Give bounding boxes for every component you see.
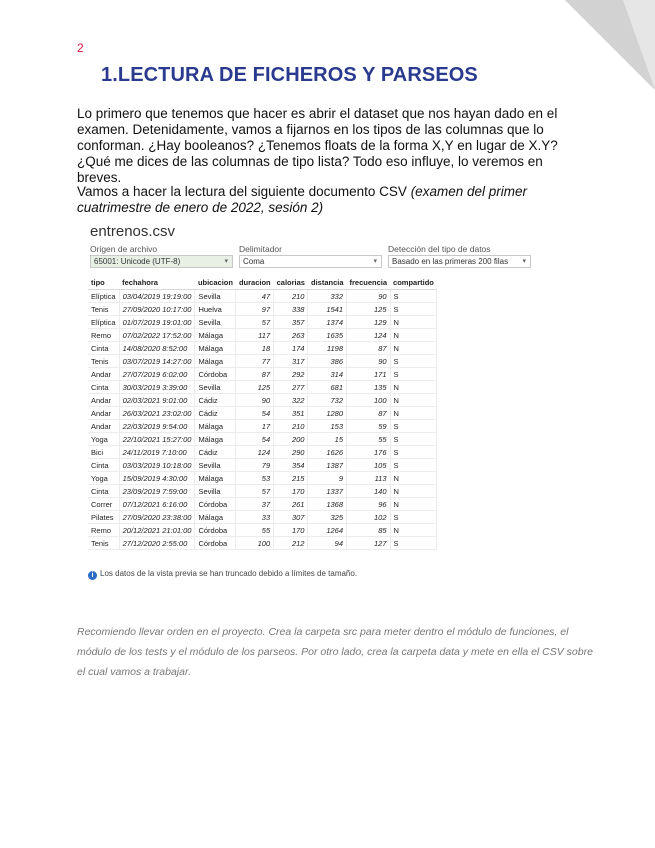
table-cell: N	[390, 485, 437, 498]
origin-select[interactable]	[90, 255, 233, 268]
table-cell: 57	[236, 316, 274, 329]
delimiter-select[interactable]	[239, 255, 382, 268]
table-cell: 1635	[308, 329, 347, 342]
table-row	[88, 394, 437, 407]
table-cell: 9	[308, 472, 347, 485]
table-cell: 15/09/2019 4:30:00	[119, 472, 195, 485]
table-cell: 15	[308, 433, 347, 446]
table-cell: Huelva	[195, 303, 236, 316]
table-cell: 100	[347, 394, 391, 407]
origin-value: 65001: Unicode (UTF-8)	[94, 257, 181, 266]
table-cell: 332	[308, 290, 347, 303]
section-heading: 1.LECTURA DE FICHEROS Y PARSEOS	[101, 64, 478, 86]
table-cell: 30/03/2019 3:39:00	[119, 381, 195, 394]
table-cell: 317	[274, 355, 308, 368]
table-cell: S	[390, 459, 437, 472]
table-header-row	[88, 275, 437, 290]
table-cell: 357	[274, 316, 308, 329]
preview-table	[88, 275, 437, 550]
table-cell: N	[390, 498, 437, 511]
table-cell: 176	[347, 446, 391, 459]
table-cell: Elíptica	[88, 316, 119, 329]
table-cell: 01/07/2019 19:01:00	[119, 316, 195, 329]
table-row	[88, 485, 437, 498]
table-cell: 1387	[308, 459, 347, 472]
table-cell: Cinta	[88, 342, 119, 355]
table-cell: 338	[274, 303, 308, 316]
table-cell: 27/07/2019 6:02:00	[119, 368, 195, 381]
table-cell: 263	[274, 329, 308, 342]
table-cell: 325	[308, 511, 347, 524]
table-cell: 127	[347, 537, 391, 550]
table-cell: 113	[347, 472, 391, 485]
table-cell: 1198	[308, 342, 347, 355]
table-cell: 85	[347, 524, 391, 537]
chevron-down-icon: ▾	[224, 258, 228, 265]
table-cell: Sevilla	[195, 459, 236, 472]
table-cell: Cádiz	[195, 394, 236, 407]
table-cell: 18	[236, 342, 274, 355]
table-cell: N	[390, 472, 437, 485]
table-cell: 54	[236, 407, 274, 420]
table-cell: 47	[236, 290, 274, 303]
table-cell: Cinta	[88, 459, 119, 472]
table-row	[88, 303, 437, 316]
table-cell: N	[390, 329, 437, 342]
table-cell: S	[390, 355, 437, 368]
table-cell: 53	[236, 472, 274, 485]
table-cell: Correr	[88, 498, 119, 511]
table-cell: 117	[236, 329, 274, 342]
table-row	[88, 290, 437, 303]
table-cell: 94	[308, 537, 347, 550]
table-cell: 290	[274, 446, 308, 459]
table-cell: Málaga	[195, 433, 236, 446]
table-cell: 354	[274, 459, 308, 472]
table-cell: 1374	[308, 316, 347, 329]
table-cell: Tenis	[88, 537, 119, 550]
table-cell: 322	[274, 394, 308, 407]
table-cell: 1626	[308, 446, 347, 459]
table-cell: 1541	[308, 303, 347, 316]
table-cell: 14/08/2020 8:52:00	[119, 342, 195, 355]
table-row	[88, 355, 437, 368]
detection-label: Detección del tipo de datos	[388, 244, 491, 254]
column-header: frecuencia	[347, 275, 391, 290]
table-cell: 07/12/2021 6:16:00	[119, 498, 195, 511]
table-cell: Córdoba	[195, 524, 236, 537]
table-cell: 27/09/2020 23:38:00	[119, 511, 195, 524]
table-cell: Sevilla	[195, 290, 236, 303]
table-cell: 07/02/2022 17:52:00	[119, 329, 195, 342]
table-cell: 77	[236, 355, 274, 368]
table-cell: Málaga	[195, 355, 236, 368]
table-cell: Tenis	[88, 355, 119, 368]
table-cell: 215	[274, 472, 308, 485]
table-row	[88, 446, 437, 459]
table-cell: Málaga	[195, 420, 236, 433]
table-cell: 33	[236, 511, 274, 524]
delimiter-value: Coma	[243, 257, 265, 266]
table-cell: 55	[347, 433, 391, 446]
file-name: entrenos.csv	[90, 223, 176, 240]
table-cell: 153	[308, 420, 347, 433]
table-cell: 96	[347, 498, 391, 511]
truncation-notice-text: Los datos de la vista previa se han truncado debido a límites de tamaño.	[100, 569, 358, 578]
table-cell: 90	[347, 290, 391, 303]
table-row	[88, 524, 437, 537]
table-cell: 200	[274, 433, 308, 446]
table-row	[88, 511, 437, 524]
table-cell: 261	[274, 498, 308, 511]
table-cell: 307	[274, 511, 308, 524]
table-cell: 87	[347, 342, 391, 355]
table-cell: S	[390, 368, 437, 381]
table-cell: 22/03/2019 9:54:00	[119, 420, 195, 433]
table-row	[88, 433, 437, 446]
table-cell: 125	[347, 303, 391, 316]
csv-import-preview	[80, 220, 540, 590]
table-row	[88, 329, 437, 342]
table-cell: 292	[274, 368, 308, 381]
table-row	[88, 472, 437, 485]
table-cell: 87	[347, 407, 391, 420]
table-cell: 170	[274, 485, 308, 498]
table-cell: 02/03/2021 9:01:00	[119, 394, 195, 407]
table-row	[88, 498, 437, 511]
truncation-notice	[88, 569, 357, 580]
table-cell: Andar	[88, 407, 119, 420]
column-header: tipo	[88, 275, 119, 290]
table-cell: 03/07/2019 14:27:00	[119, 355, 195, 368]
table-row	[88, 368, 437, 381]
table-cell: 1264	[308, 524, 347, 537]
column-header: compartido	[390, 275, 437, 290]
table-cell: 124	[347, 329, 391, 342]
table-cell: Sevilla	[195, 485, 236, 498]
table-cell: 124	[236, 446, 274, 459]
table-cell: 27/09/2020 10:17:00	[119, 303, 195, 316]
table-cell: 100	[236, 537, 274, 550]
csv-sentence	[77, 184, 577, 216]
table-cell: S	[390, 511, 437, 524]
table-cell: 212	[274, 537, 308, 550]
table-cell: S	[390, 537, 437, 550]
detection-select[interactable]	[388, 255, 531, 268]
table-cell: 210	[274, 290, 308, 303]
table-cell: Córdoba	[195, 537, 236, 550]
csv-sentence-text: Vamos a hacer la lectura del siguiente documento CSV	[77, 184, 411, 199]
table-cell: 174	[274, 342, 308, 355]
table-cell: Remo	[88, 329, 119, 342]
table-cell: Andar	[88, 420, 119, 433]
table-cell: 20/12/2021 21:01:00	[119, 524, 195, 537]
table-cell: 37	[236, 498, 274, 511]
table-cell: 1280	[308, 407, 347, 420]
table-cell: 24/11/2019 7:10:00	[119, 446, 195, 459]
table-cell: Sevilla	[195, 316, 236, 329]
page-corner-fold	[565, 0, 655, 90]
chevron-down-icon: ▾	[373, 258, 377, 265]
column-header: duracion	[236, 275, 274, 290]
origin-label: Origen de archivo	[90, 244, 158, 254]
table-cell: Elíptica	[88, 290, 119, 303]
table-cell: Málaga	[195, 329, 236, 342]
column-header: ubicacion	[195, 275, 236, 290]
table-cell: N	[390, 394, 437, 407]
column-header: fechahora	[119, 275, 195, 290]
table-cell: 55	[236, 524, 274, 537]
table-cell: 87	[236, 368, 274, 381]
detection-value: Basado en las primeras 200 filas	[392, 257, 509, 266]
table-cell: 681	[308, 381, 347, 394]
table-cell: 105	[347, 459, 391, 472]
intro-paragraph: Lo primero que tenemos que hacer es abrir el dataset que nos hayan dado en el examen. Detenidamente, vamos a fijarnos en los tipos de las columnas que lo conforman. ¿Hay booleanos? ¿Tenemos floats de la forma X,Y en lugar de X.Y? ¿Qué me dices de las columnas de tipo lista? Todo eso influye, lo veremos en breves.	[77, 106, 558, 185]
info-icon: i	[88, 571, 97, 580]
table-cell: Pilates	[88, 511, 119, 524]
table-cell: Yoga	[88, 433, 119, 446]
table-cell: 17	[236, 420, 274, 433]
delimiter-label: Delimitador	[239, 244, 282, 254]
table-cell: Andar	[88, 394, 119, 407]
table-cell: S	[390, 303, 437, 316]
table-cell: Cádiz	[195, 407, 236, 420]
table-cell: Córdoba	[195, 368, 236, 381]
table-cell: N	[390, 381, 437, 394]
table-cell: Sevilla	[195, 381, 236, 394]
table-row	[88, 459, 437, 472]
closing-note: Recomiendo llevar orden en el proyecto. Crea la carpeta src para meter dentro el módulo de funciones, el módulo de los tests y el módulo de los parseos. Por otro lado, crea la carpeta data y mete en ella el CSV sobre el cual vamos a trabajar.	[77, 626, 593, 678]
table-cell: Málaga	[195, 472, 236, 485]
table-cell: 171	[347, 368, 391, 381]
table-cell: Yoga	[88, 472, 119, 485]
page-number: 2	[77, 41, 84, 55]
table-cell: 140	[347, 485, 391, 498]
table-cell: 26/03/2021 23:02:00	[119, 407, 195, 420]
table-cell: N	[390, 316, 437, 329]
table-cell: Andar	[88, 368, 119, 381]
table-cell: S	[390, 420, 437, 433]
table-row	[88, 381, 437, 394]
table-cell: S	[390, 433, 437, 446]
table-cell: 129	[347, 316, 391, 329]
table-cell: Cádiz	[195, 446, 236, 459]
table-cell: 1368	[308, 498, 347, 511]
table-cell: 732	[308, 394, 347, 407]
table-cell: 351	[274, 407, 308, 420]
column-header: distancia	[308, 275, 347, 290]
table-cell: 277	[274, 381, 308, 394]
table-cell: 54	[236, 433, 274, 446]
table-cell: Córdoba	[195, 498, 236, 511]
table-cell: Málaga	[195, 342, 236, 355]
table-cell: N	[390, 524, 437, 537]
chevron-down-icon: ▾	[522, 258, 526, 265]
table-cell: 135	[347, 381, 391, 394]
table-cell: 1337	[308, 485, 347, 498]
table-row	[88, 342, 437, 355]
table-cell: 57	[236, 485, 274, 498]
table-cell: 125	[236, 381, 274, 394]
table-row	[88, 407, 437, 420]
table-cell: 90	[347, 355, 391, 368]
table-cell: 170	[274, 524, 308, 537]
table-cell: 386	[308, 355, 347, 368]
table-cell: 102	[347, 511, 391, 524]
table-cell: 79	[236, 459, 274, 472]
table-cell: 210	[274, 420, 308, 433]
csv-sentence-italic: (examen del primer cuatrimestre de enero de 2022, sesión 2)	[77, 184, 527, 215]
table-cell: Cinta	[88, 485, 119, 498]
table-cell: 59	[347, 420, 391, 433]
table-cell: Tenis	[88, 303, 119, 316]
table-cell: S	[390, 446, 437, 459]
table-row	[88, 537, 437, 550]
table-row	[88, 420, 437, 433]
table-row	[88, 316, 437, 329]
table-cell: 27/12/2020 2:55:00	[119, 537, 195, 550]
table-cell: 90	[236, 394, 274, 407]
table-cell: Málaga	[195, 511, 236, 524]
table-cell: S	[390, 290, 437, 303]
table-cell: 03/03/2019 10:18:00	[119, 459, 195, 472]
table-cell: N	[390, 407, 437, 420]
column-header: calorias	[274, 275, 308, 290]
table-cell: 314	[308, 368, 347, 381]
table-cell: Cinta	[88, 381, 119, 394]
table-cell: 22/10/2021 15:27:00	[119, 433, 195, 446]
table-cell: 97	[236, 303, 274, 316]
table-cell: Remo	[88, 524, 119, 537]
table-cell: 03/04/2019 19:19:00	[119, 290, 195, 303]
table-cell: Bici	[88, 446, 119, 459]
table-cell: N	[390, 342, 437, 355]
table-cell: 23/09/2019 7:59:00	[119, 485, 195, 498]
